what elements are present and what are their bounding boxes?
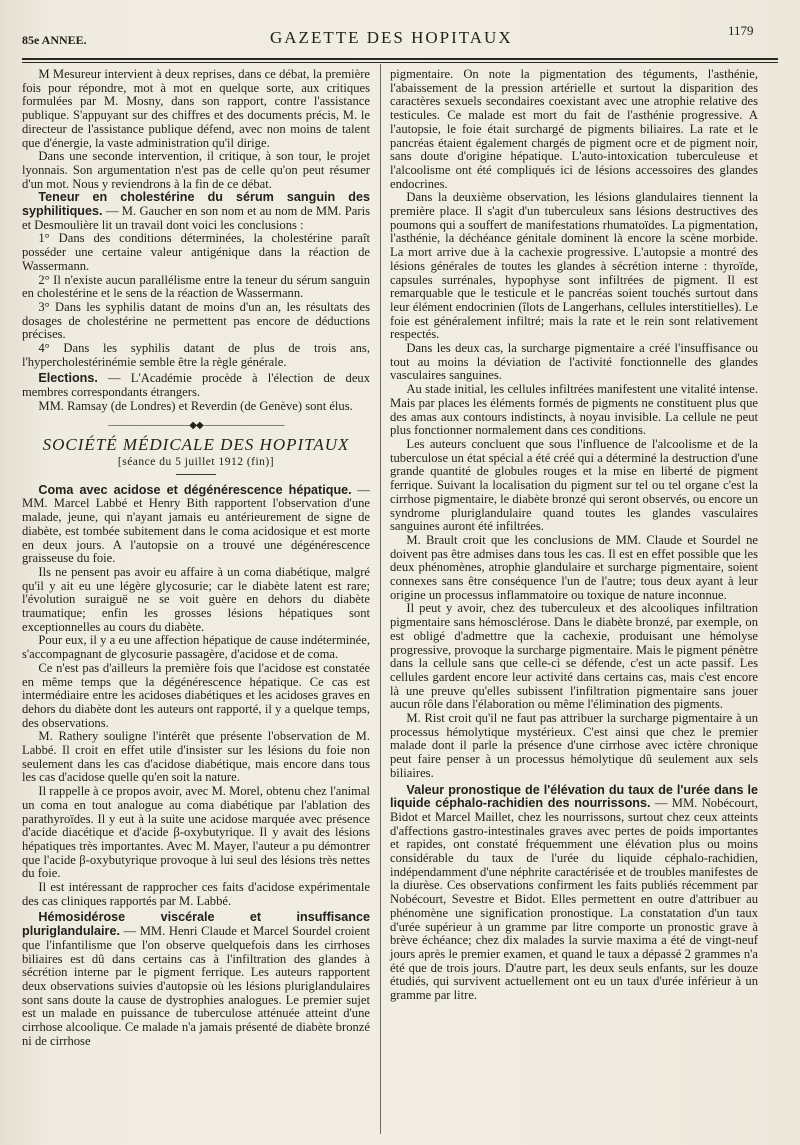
paragraph: pigmentaire. On note la pigmentation des téguments, l'asthénie, l'abaissement de la pression artérielle et surtout la disparition des caractères sexuels secondaires coexistant avec une atrophie relative des testicules. Ce malade est mort du fait de l'asthénie progressive. A l'autopsie, le foie était surchargé de pigments biliaires. La rate et le pancréas étaient également chargés de pigment ocre et de pigment noir, sans doute d'origine hépatique. L'auto-intoxication tuberculeuse et l'alcoolisme ont été compliqués ici de lésions accessoires des glandes endocrines.: [390, 67, 758, 191]
paragraph: Les auteurs concluent que sous l'influence de l'alcoolisme et de la tuberculose un état spécial a été créé qui a déterminé la destruction d'une grande quantité de globules rouges et la mise en liberté de pigment ferrique. Suivant la localisation du pigment sur tel ou tel organe c'est la cirrhose pigmentaire, le diabète bronzé qui seront observés, ou encore un syndrome pluriglandulaire quand toutes les glandes vasculaires sanguines auront été infiltrées.: [390, 436, 758, 534]
paragraph: MM. Ramsay (de Londres) et Reverdin (de Genève) sont élus.: [38, 398, 353, 413]
section-paragraph: [390, 784, 758, 1003]
section-heading: Teneur en cholestérine du sérum sanguin des syphilitiques.: [22, 190, 370, 219]
conclusion-item: 2° Il n'existe aucun parallélisme entre la teneur du sérum sanguin en cholestérine et le sens de la réaction de Wassermann.: [22, 272, 370, 301]
paragraph: Ils ne pensent pas avoir eu affaire à un coma diabétique, malgré qu'il y ait eu une légère glycosurie; car le diabète latent est rare; l'évolution suraiguë ne se voit guère en dehors du diabète traumatique; enfin les grosses lésions hépatiques sont exceptionnelles au cours du diabète.: [22, 564, 370, 634]
right-column: [390, 68, 758, 1003]
paragraph: Il peut y avoir, chez des tuberculeux et des alcooliques infiltration pigmentaire sans hémosclérose. Dans le diabète bronzé, par exemple, on est obligé d'admettre que la cachexie, produisant une hémolyse progressive, provoque la surcharge pigmentaire. Mais le pigment pénètre dans la cellule sans que celle-ci se défende, c'est un acte passif. Les cellules gardent encore leur activité dans certains cas, mais c'est encore là une preuve qu'elles subissent l'infiltration pigmentaire sans jouer aucun rôle dans l'élaboration ou même l'élimination des pigments.: [390, 601, 758, 712]
section-lead: — MM. Nobécourt, Bidot et Marcel Maillet, chez les nourrissons, surtout chez ceux atteints d'affections gastro-intestinales graves avec pertes de poids importantes et rapides, ont constaté fréquemment une élévation plus ou moins considérable du taux de l'urée du liquide céphalo-rachidien, indépendamment d'une néphrite caractérisée et de troubles manifestes de la diurèse. Ces observations confirment les faits publiés récemment par Nobécourt, Sevestre et Bidot. Elles permettent en outre d'attribuer au phénomène une signification pronostique. La constatation d'un taux d'urée supérieur à un gramme par litre comporte un pronostic grave à brève échéance; chez dix malades la survie maxima a été de vingt-neuf jours après le premier examen, et quand le taux a dépassé 2 grammes n'a été que de trois jours. D'autre part, les deux seuls enfants, sur les douze étudiés, qui survivent actuellement ont eu un taux d'urée inférieur à un gramme par litre.: [390, 796, 758, 1003]
paragraph: Pour eux, il y a eu une affection hépatique de cause indéterminée, s'accompagnant de glycosurie passagère, d'acidose et de coma.: [22, 633, 370, 662]
society-title: SOCIÉTÉ MÉDICALE DES HOPITAUX: [42, 435, 350, 455]
paragraph: Il rappelle à ce propos avoir, avec M. Morel, obtenu chez l'animal un coma en tout analogue au coma diabétique par l'ablation des parathyroïdes. Il y eut à la suite une acidose marquée avec présence d'acide diacétique et d'acide β-oxybutyrique. Il y avait des lésions hépatiques très importantes. Avec M. Mayer, l'auteur a pu démontrer que l'acide β-oxybutyrique provoque à lui seul des lésions très nettes du foie.: [22, 784, 370, 881]
conclusion-item: 4° Dans les syphilis datant de plus de trois ans, l'hypercholestérinémie semble être la règle générale.: [22, 341, 370, 369]
left-column: [22, 68, 370, 1049]
section-paragraph: [22, 484, 370, 566]
ornamental-rule: —————————◆◆—————————: [108, 419, 284, 431]
page-number: 1179: [728, 23, 754, 38]
paragraph: Dans la deuxième observation, les lésions glandulaires tiennent la première place. Il s'agit d'un tuberculeux sans lésions destructives des poumons qui a souffert de manifestations rhumatoïdes. La pigmentation, l'asthénie, la déchéance génitale dominent là encore la scène morbide. La mort arrive due à la cachexie progressive. L'autopsie a montré des lésions générales de toutes les glandes à sécrétion interne : thyroïde, capsules surrénales, hypophyse sont infiltrées de pigment. Il est remarquable que le testicule et le pancréas soient touchés surtout dans leur élément endocrinien (îlots de Langerhans, cellules interstitielles). Le foie est généralement infiltré; mais la rate et le rein sont relativement respectés.: [390, 190, 758, 342]
section-paragraph: [22, 191, 370, 232]
paragraph: Il est intéressant de rapprocher ces faits d'acidose expérimentale des cas cliniques rapportés par M. Labbé.: [22, 880, 370, 908]
conclusion-item: 1° Dans des conditions déterminées, la cholestérine paraît posséder une certaine valeur antigénique dans la réaction de Wassermann.: [22, 231, 370, 273]
journal-title: GAZETTE DES HOPITAUX: [270, 28, 513, 47]
section-heading: Hémosidérose viscérale et insuffisance pluriglandulaire.: [22, 910, 370, 939]
section-heading: Valeur pronostique de l'élévation du taux de l'urée dans le liquide céphalo-rachidien des nourrissons.: [390, 782, 758, 811]
section-paragraph: [22, 911, 370, 1048]
paragraph: M. Brault croit que les conclusions de MM. Claude et Sourdel ne doivent pas être admises dans tous les cas. Il est en effet possible que les deux phénomènes, atrophie glandulaire et surcharge pigmentaire, soient connexes sans être conséquence l'un de l'autre; tous deux ayant à leur origine un processus inflammatoire ou toxique de nature inconnue.: [390, 532, 758, 602]
section-lead: — L'Académie procède à l'élection de deux membres correspondants étrangers.: [22, 371, 370, 400]
paragraph: Ce n'est pas d'ailleurs la première fois que l'acidose est constatée en même temps que la dégénérescence hépatique. Ce cas est intermédiaire entre les acidoses diabétiques et les acidoses graves en dehors du diabète dont les auteurs ont rapporté, il y a quelque temps, des observations.: [22, 660, 370, 730]
paragraph: Au stade initial, les cellules infiltrées manifestent une vitalité intense. Mais par places les éléments formés de pigments ne constituent plus que des amas aux contours indistincts, à noyau invisible. La cellule ne peut plus fonctionner normalement dans ces conditions.: [390, 382, 758, 438]
issue-year: 85e ANNEE.: [22, 33, 87, 47]
short-rule: [176, 474, 216, 475]
paragraph: M. Rist croit qu'il ne faut pas attribuer la surcharge pigmentaire à un processus hémolytique mystérieux. C'est ainsi que chez le premier malade dont il parle la présence d'une cirrhose avec ictère chronique peut faire penser à un processus hémolytique dû seulement aux sels biliaires.: [390, 711, 758, 780]
section-lead: — M. Gaucher en son nom et au nom de MM. Paris et Desmoulière lit un travail dont voici les conclusions :: [22, 204, 370, 232]
paragraph: M. Rathery souligne l'intérêt que présente l'observation de M. Labbé. Il croit en effet utile d'insister sur les lésions du foie non seulement dans les cas d'acidose diabétique, mais encore dans tous les cas d'acidose quelle qu'en soit la nature.: [22, 729, 370, 785]
header-rule-thin: [22, 62, 778, 63]
section-paragraph: [22, 372, 370, 399]
header-rule-thick: [22, 58, 778, 60]
section-heading: Elections.: [38, 371, 98, 386]
section-heading: Coma avec acidose et dégénérescence hépatique.: [38, 482, 352, 497]
column-divider: [380, 64, 381, 1134]
paragraph: Dans une seconde intervention, il critique, à son tour, le projet lyonnais. Son argumentation n'est pas de celle qu'on peut résumer d'un mot. Nous y reviendrons à la fin de ce débat.: [22, 149, 370, 191]
conclusion-item: 3° Dans les syphilis datant de moins d'un an, les résultats des dosages de cholestérine ne permettent pas encore de déductions précises.: [22, 299, 370, 342]
paragraph: Dans les deux cas, la surcharge pigmentaire a créé l'insuffisance ou tout au moins la déviation de l'activité fonctionnelle des glandes vasculaires sanguines.: [390, 341, 758, 383]
section-lead: — MM. Marcel Labbé et Henry Bith rapportent l'observation d'une malade, jeune, qui n'ayant jamais eu antérieurement de signe de diabète, est tombée subitement dans le coma acidosique et est morte en deux jours. A l'autopsie on a trouvé une dégénérescence graisseuse du foie.: [22, 482, 370, 566]
section-lead: — MM. Henri Claude et Marcel Sourdel croient que l'infantilisme que l'on observe quelquefois dans les cirrhoses biliaires est dû dans certains cas à l'infiltration des glandes à sécrétion interne par le pigment ferrique. Les auteurs rapportent deux observations suivies d'autopsie où les lésions pluriglandulaires sont sans doute la cause de dystrophies analogues. Le premier sujet est un malade en puissance de tuberculose atténuée atteint d'une cirrhose alcoolique. Ce malade n'a jamais présenté de diabète bronzé ni de cirrhose: [22, 924, 370, 1048]
session-date: [séance du 5 juillet 1912 (fin)]: [117, 455, 275, 468]
paragraph: M Mesureur intervient à deux reprises, dans ce débat, la première fois pour répondre, mot à mot en quelque sorte, aux critiques formulées par M. Mosny, dans son rapport, contre l'assistance publique. S'appuyant sur des chiffres et des documents précis, M. le directeur de l'assistance publique défend, avec non moins de talent que d'énergie, la vaste administration qu'il dirige.: [22, 67, 370, 150]
